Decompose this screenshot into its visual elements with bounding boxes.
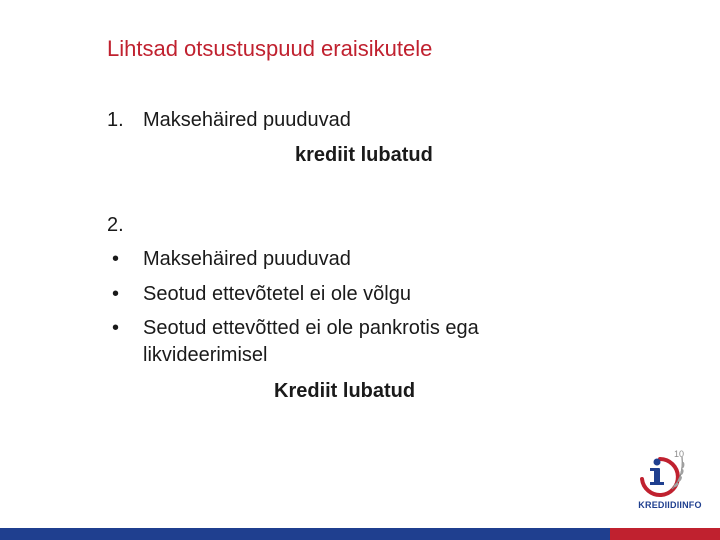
section1-condition: Maksehäired puuduvad <box>143 109 351 131</box>
logo-brand-text: KREDIIDIINFO <box>638 500 702 510</box>
section1-result: krediit lubatud <box>295 144 433 166</box>
section1-number: 1. <box>107 109 124 131</box>
section2-number: 2. <box>107 214 124 236</box>
section2-item-2: Seotud ettevõtetel ei ole võlgu <box>143 283 411 305</box>
bottom-bar-blue <box>0 528 610 540</box>
logo-emblem-icon <box>630 445 710 501</box>
section2-item-1: Maksehäired puuduvad <box>143 248 351 270</box>
section2-item-3-continuation: likvideerimisel <box>143 344 268 366</box>
slide-title: Lihtsad otsustuspuud eraisikutele <box>107 36 433 61</box>
logo-badge-text: 10 <box>674 449 685 459</box>
bullet-2: • <box>112 283 120 305</box>
bullet-1: • <box>112 248 120 270</box>
bottom-bar <box>0 528 720 540</box>
section2-item-3: Seotud ettevõtted ei ole pankrotis ega <box>143 317 479 339</box>
bottom-bar-red <box>610 528 720 540</box>
section2-result: Krediit lubatud <box>274 380 416 402</box>
bullet-3: • <box>112 317 120 339</box>
krediidiinfo-logo <box>630 445 720 515</box>
